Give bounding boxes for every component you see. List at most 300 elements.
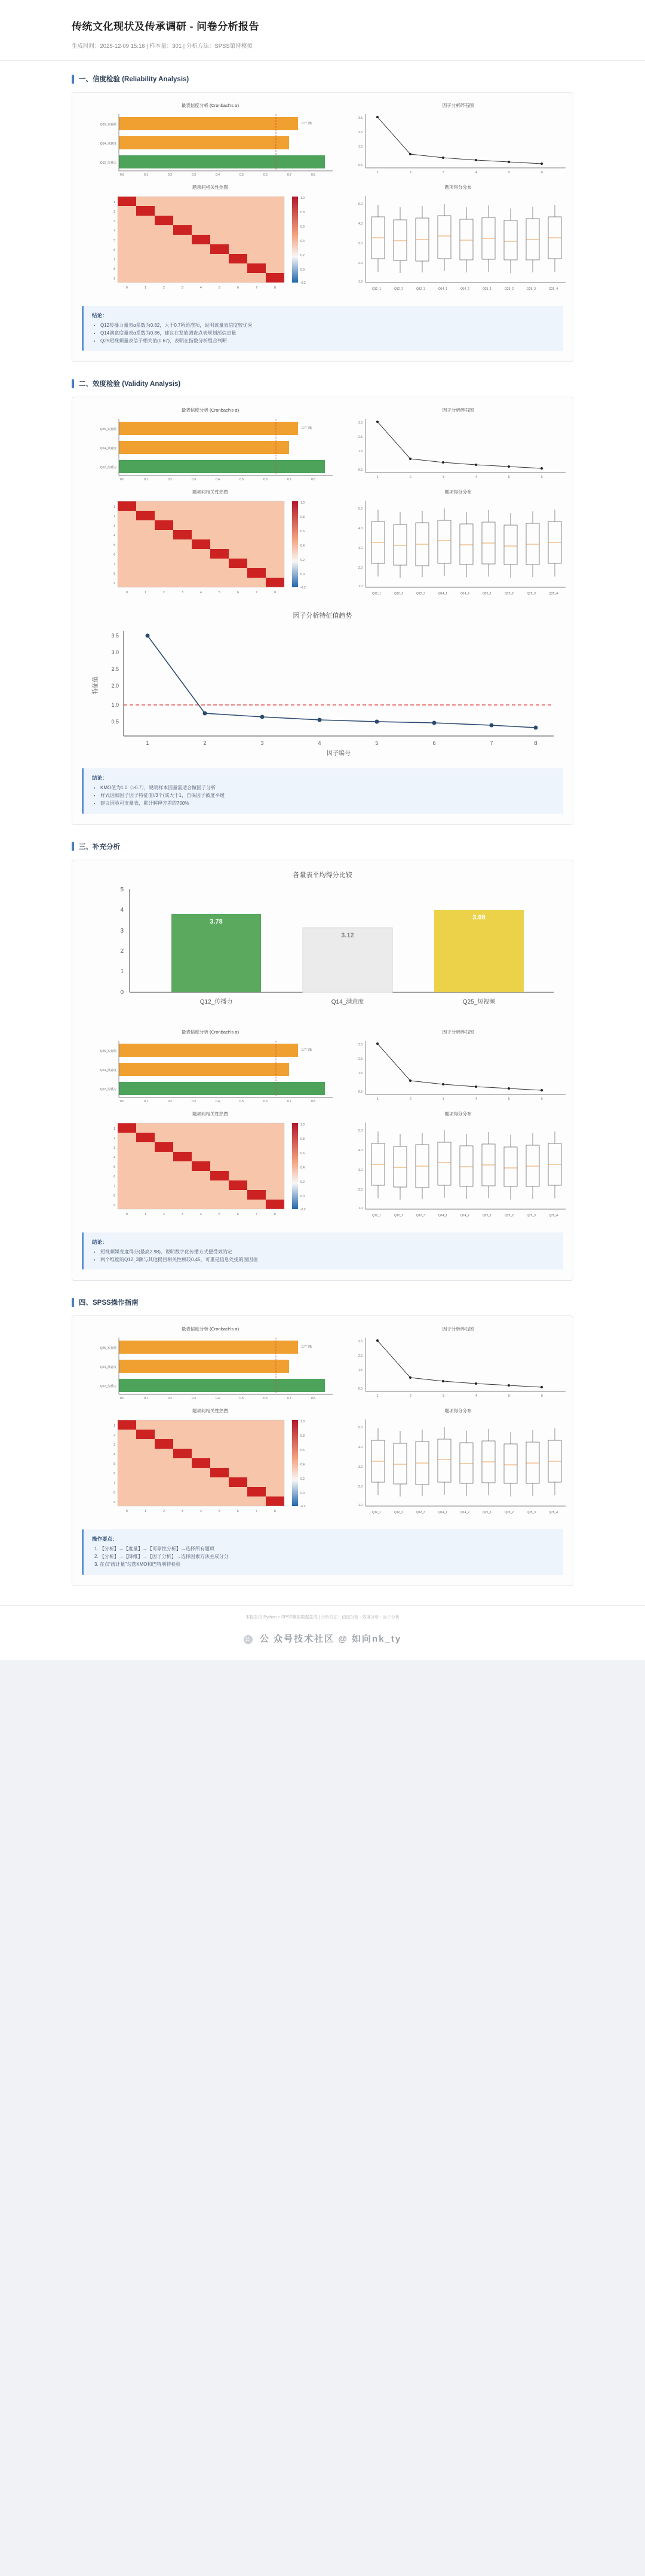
- eigenvalue-svg: [82, 622, 578, 760]
- svg-text:Q14_2: Q14_2: [460, 592, 470, 596]
- svg-text:3: 3: [260, 740, 264, 747]
- note-item: • 短视频媒变度得分(最高2.98)，说明数字化传播方式便受效的定: [100, 1249, 555, 1256]
- svg-text:2: 2: [120, 947, 124, 955]
- svg-text:Q14_1: Q14_1: [438, 1213, 448, 1218]
- svg-text:4: 4: [200, 1212, 202, 1216]
- svg-text:0.4: 0.4: [216, 478, 220, 482]
- svg-text:3.12: 3.12: [341, 931, 354, 939]
- heatmap-chart: [82, 1406, 339, 1521]
- svg-text:0.6: 0.6: [300, 1449, 305, 1453]
- section-title: 四、SPSS操作指南: [79, 1299, 139, 1307]
- watermark: [0, 1626, 645, 1660]
- svg-text:-0.2: -0.2: [300, 1207, 306, 1212]
- svg-text:3.0: 3.0: [111, 649, 119, 656]
- svg-text:1.5: 1.5: [358, 450, 363, 454]
- svg-text:6: 6: [113, 553, 115, 557]
- watermark-text: 公 众号技术社区 @ 如向nk_ty: [259, 1633, 402, 1644]
- boxplot-svg: [345, 193, 572, 298]
- svg-text:Q25_短视频: Q25_短视频: [100, 1049, 116, 1053]
- svg-text:3.5: 3.5: [358, 116, 363, 120]
- svg-text:1.0: 1.0: [300, 1420, 305, 1424]
- svg-text:0.5: 0.5: [239, 1099, 244, 1103]
- chart-title: 题项得分分布: [444, 185, 472, 190]
- heatmap-svg: [82, 1120, 339, 1224]
- svg-text:0.5: 0.5: [358, 164, 363, 167]
- scree-svg: [345, 1335, 572, 1400]
- svg-text:4: 4: [200, 286, 202, 290]
- svg-text:2: 2: [113, 515, 115, 519]
- svg-text:Q14_2: Q14_2: [460, 1213, 470, 1218]
- svg-text:5: 5: [219, 1212, 220, 1216]
- svg-text:Q12_传播力: Q12_传播力: [100, 1385, 116, 1389]
- bar-chart-svg: [82, 1335, 339, 1400]
- heatmap-svg: [82, 1416, 339, 1521]
- svg-text:6: 6: [432, 740, 436, 747]
- svg-text:0.7: 0.7: [287, 1099, 291, 1103]
- svg-text:3: 3: [120, 927, 124, 934]
- svg-text:4.0: 4.0: [358, 527, 363, 531]
- svg-text:0: 0: [126, 286, 128, 290]
- bar-chart-svg: [82, 1038, 339, 1103]
- svg-text:Q25_短视频: Q25_短视频: [100, 123, 116, 127]
- svg-text:0.7门槛: 0.7门槛: [302, 427, 312, 431]
- svg-text:0.4: 0.4: [216, 173, 220, 177]
- svg-text:3: 3: [182, 286, 183, 290]
- svg-text:Q25_4: Q25_4: [549, 592, 558, 596]
- svg-text:Q25_2: Q25_2: [505, 1511, 514, 1515]
- svg-text:1: 1: [145, 1212, 146, 1216]
- note-item: • 建议因验可支量表，累计解释方差的700%: [100, 800, 555, 808]
- svg-text:3.5: 3.5: [358, 1042, 363, 1047]
- svg-text:2: 2: [163, 591, 165, 595]
- section-accent-bar: [72, 379, 74, 388]
- svg-text:0.6: 0.6: [300, 225, 305, 229]
- validity-bar-chart: [82, 406, 339, 482]
- note-item: • Q14满意度量表α系数为0.86，建议在发放调查点表规划部信息量: [100, 330, 555, 338]
- svg-text:Q25_4: Q25_4: [549, 1213, 558, 1218]
- heatmap-svg: [82, 498, 339, 602]
- spss-card: [72, 1315, 573, 1586]
- svg-text:7: 7: [256, 286, 257, 290]
- reliability-card: [72, 92, 573, 362]
- svg-text:8: 8: [113, 1491, 115, 1495]
- svg-text:0.4: 0.4: [300, 1463, 305, 1467]
- document-footer: [0, 1605, 645, 1626]
- bar-chart-svg: [82, 416, 339, 482]
- svg-text:0.2: 0.2: [168, 478, 172, 482]
- svg-text:特征值: 特征值: [93, 676, 99, 695]
- svg-text:4.0: 4.0: [358, 1148, 363, 1152]
- heatmap-svg: [82, 193, 339, 298]
- svg-text:5: 5: [113, 544, 115, 548]
- svg-text:-0.2: -0.2: [300, 586, 306, 590]
- svg-text:Q25_2: Q25_2: [505, 287, 514, 291]
- svg-text:3: 3: [182, 1510, 183, 1514]
- svg-text:Q14_满意度: Q14_满意度: [100, 447, 116, 451]
- svg-text:Q14_满意度: Q14_满意度: [331, 998, 364, 1005]
- svg-text:3.0: 3.0: [358, 1465, 363, 1470]
- section-supplement: [0, 829, 645, 1285]
- section-header: [72, 1298, 573, 1307]
- supplement-bar-chart: [82, 1028, 339, 1103]
- svg-text:6: 6: [237, 286, 239, 290]
- svg-text:1.5: 1.5: [358, 1369, 363, 1373]
- svg-text:Q12_2: Q12_2: [394, 287, 404, 291]
- notes-title: 结论：: [92, 312, 108, 318]
- svg-text:3.0: 3.0: [358, 547, 363, 551]
- svg-text:因子编号: 因子编号: [327, 750, 351, 758]
- bar-chart-svg: [82, 111, 339, 177]
- svg-text:4: 4: [113, 534, 115, 538]
- section-accent-bar: [72, 842, 74, 851]
- svg-text:5: 5: [219, 591, 220, 595]
- svg-text:0.7: 0.7: [287, 478, 291, 482]
- svg-text:2.5: 2.5: [358, 436, 363, 440]
- svg-text:Q25_2: Q25_2: [505, 1213, 514, 1218]
- svg-text:4: 4: [113, 229, 115, 233]
- svg-text:0.5: 0.5: [358, 1090, 363, 1094]
- chart-title: 最表信度分析 (Cronbach's α): [181, 1029, 239, 1035]
- svg-text:4: 4: [120, 906, 124, 913]
- svg-text:8: 8: [274, 286, 276, 290]
- svg-text:2.5: 2.5: [358, 1057, 363, 1061]
- boxplot-svg: [345, 1120, 572, 1224]
- svg-text:5: 5: [113, 1165, 115, 1169]
- svg-text:6: 6: [237, 1212, 239, 1216]
- svg-text:7: 7: [113, 563, 115, 567]
- svg-text:3: 3: [182, 1212, 183, 1216]
- chart-title: 题项得分分布: [444, 1408, 472, 1414]
- svg-text:Q25_3: Q25_3: [527, 1213, 536, 1218]
- svg-text:0.0: 0.0: [300, 1194, 305, 1198]
- svg-text:Q12_1: Q12_1: [372, 592, 382, 596]
- svg-text:8: 8: [113, 572, 115, 576]
- svg-text:2: 2: [410, 1394, 411, 1399]
- chart-title: 题项间相关性热图: [192, 185, 228, 190]
- chart-title: 各量表平均得分比较: [293, 871, 352, 879]
- svg-text:2.0: 2.0: [358, 262, 363, 265]
- svg-text:4.0: 4.0: [358, 222, 363, 226]
- svg-text:3: 3: [113, 220, 115, 223]
- svg-text:3.5: 3.5: [358, 421, 363, 425]
- svg-text:1: 1: [145, 286, 146, 290]
- svg-text:0.0: 0.0: [120, 173, 124, 177]
- section-title: 一、信度检验 (Reliability Analysis): [79, 76, 189, 83]
- svg-text:0.0: 0.0: [300, 573, 305, 577]
- svg-text:6: 6: [541, 1097, 543, 1101]
- svg-text:1.0: 1.0: [300, 197, 305, 200]
- svg-text:9: 9: [113, 1203, 115, 1207]
- svg-text:0.4: 0.4: [300, 1166, 305, 1170]
- note-item: • 样式因加因子因子特征值//3个(成大于1，自保因子被度平缓: [100, 792, 555, 800]
- svg-text:5: 5: [120, 886, 124, 893]
- svg-text:3.0: 3.0: [358, 242, 363, 246]
- section-header: [72, 842, 573, 851]
- mean-bar-svg: [82, 882, 578, 1019]
- svg-text:Q12_1: Q12_1: [372, 1511, 382, 1515]
- svg-text:Q12_3: Q12_3: [416, 1213, 426, 1218]
- svg-text:6: 6: [541, 1394, 543, 1399]
- svg-text:0.2: 0.2: [168, 173, 172, 177]
- svg-text:Q25_短视频: Q25_短视频: [462, 998, 496, 1005]
- svg-text:6: 6: [541, 171, 543, 174]
- svg-text:Q25_4: Q25_4: [549, 1511, 558, 1515]
- svg-text:3: 3: [443, 1097, 444, 1101]
- svg-text:5.0: 5.0: [358, 203, 363, 206]
- svg-text:8: 8: [113, 268, 115, 271]
- svg-text:5: 5: [508, 1097, 510, 1101]
- svg-text:5: 5: [508, 171, 510, 174]
- svg-text:4: 4: [200, 1510, 202, 1514]
- svg-text:Q25_1: Q25_1: [483, 1213, 492, 1218]
- note-item: 1. 【分析】→【度量】→【可靠性分析】→选择所有题项: [94, 1546, 214, 1552]
- svg-text:7: 7: [113, 1482, 115, 1486]
- svg-text:4: 4: [475, 1097, 477, 1101]
- svg-text:1: 1: [146, 740, 149, 747]
- svg-text:1: 1: [145, 1510, 146, 1514]
- supplement-card: [72, 860, 573, 1281]
- supplement-notes: [82, 1232, 563, 1270]
- svg-text:0.8: 0.8: [300, 1434, 305, 1439]
- svg-text:3: 3: [113, 525, 115, 529]
- svg-text:0.2: 0.2: [300, 559, 305, 563]
- svg-text:-0.2: -0.2: [300, 281, 306, 285]
- svg-text:4: 4: [113, 1453, 115, 1457]
- svg-text:1.5: 1.5: [358, 1071, 363, 1075]
- svg-text:5: 5: [219, 286, 220, 290]
- section-validity: [0, 366, 645, 828]
- chart-title: 题项得分分布: [444, 1111, 472, 1117]
- svg-text:Q12_传播力: Q12_传播力: [100, 466, 116, 470]
- svg-text:0.2: 0.2: [300, 254, 305, 257]
- svg-text:5: 5: [508, 1394, 510, 1399]
- spss-notes: [82, 1529, 563, 1574]
- chart-title: 因子分析碎石图: [442, 1326, 474, 1332]
- svg-text:6: 6: [237, 591, 239, 595]
- svg-text:0.3: 0.3: [192, 173, 196, 177]
- svg-text:0.2: 0.2: [168, 1099, 172, 1103]
- svg-text:0.0: 0.0: [120, 478, 124, 482]
- svg-text:6: 6: [113, 249, 115, 252]
- scree-chart: [345, 1324, 572, 1400]
- svg-text:4: 4: [200, 591, 202, 595]
- note-item: • Q12传播力量表α系数为0.82，大于0.7所给准项，说明该量表信度较优秀: [100, 322, 555, 330]
- svg-text:0.7: 0.7: [287, 173, 291, 177]
- chart-title: 最表信度分析 (Cronbach's α): [181, 1326, 239, 1332]
- svg-text:1: 1: [145, 591, 146, 595]
- heatmap-chart: [82, 183, 339, 298]
- section-header: [72, 379, 573, 388]
- svg-text:Q14_2: Q14_2: [460, 1511, 470, 1515]
- svg-text:2.0: 2.0: [358, 1485, 363, 1489]
- svg-text:7: 7: [256, 1212, 257, 1216]
- svg-text:Q12_1: Q12_1: [372, 1213, 382, 1218]
- svg-text:5: 5: [113, 239, 115, 243]
- svg-text:2: 2: [163, 1212, 165, 1216]
- svg-text:Q14_2: Q14_2: [460, 287, 470, 291]
- svg-text:Q25_3: Q25_3: [527, 592, 536, 596]
- svg-text:1: 1: [377, 1394, 379, 1399]
- svg-text:Q12_2: Q12_2: [394, 592, 404, 596]
- chart-title: 题项得分分布: [444, 489, 472, 495]
- footer-text: 本报告由 Python + SPSS模拟数据生成 | 分析方法：信度分析 · 效度分析 · 因子分析: [245, 1615, 400, 1620]
- svg-text:0.3: 0.3: [192, 1397, 196, 1401]
- svg-text:Q12_1: Q12_1: [372, 287, 382, 291]
- svg-text:Q14_满意度: Q14_满意度: [100, 1068, 116, 1072]
- svg-text:0: 0: [126, 591, 128, 595]
- svg-text:1: 1: [377, 1097, 379, 1101]
- svg-text:3.98: 3.98: [472, 913, 486, 921]
- svg-text:2.0: 2.0: [358, 566, 363, 571]
- svg-text:7: 7: [256, 1510, 257, 1514]
- svg-text:1: 1: [113, 505, 115, 510]
- svg-text:0.4: 0.4: [216, 1099, 220, 1103]
- section-accent-bar: [72, 1298, 74, 1307]
- svg-text:Q14_满意度: Q14_满意度: [100, 142, 116, 146]
- scree-chart: [345, 101, 572, 177]
- scree-svg: [345, 1038, 572, 1103]
- svg-text:0.5: 0.5: [358, 1387, 363, 1391]
- chart-title: 题项间相关性热图: [192, 1408, 228, 1414]
- svg-text:0.5: 0.5: [239, 478, 244, 482]
- svg-text:Q25_1: Q25_1: [483, 287, 492, 291]
- heatmap-chart: [82, 487, 339, 602]
- svg-text:1.0: 1.0: [300, 501, 305, 505]
- eigenvalue-trend-chart: [82, 611, 563, 760]
- heatmap-chart: [82, 1109, 339, 1224]
- svg-text:0.1: 0.1: [144, 1397, 148, 1401]
- boxplot-chart: [345, 487, 572, 602]
- svg-text:5.0: 5.0: [358, 507, 363, 511]
- svg-text:2.5: 2.5: [358, 1354, 363, 1358]
- svg-text:8: 8: [113, 1194, 115, 1198]
- chart-title: 题项间相关性热图: [192, 489, 228, 495]
- note-item: • 两个维度的Q12_3额与其他提目相关性相较0.45，可重是信息处提的原因值: [100, 1256, 555, 1264]
- svg-text:4: 4: [113, 1155, 115, 1160]
- svg-text:1: 1: [377, 476, 379, 480]
- spss-bar-chart: [82, 1324, 339, 1400]
- svg-text:9: 9: [113, 277, 115, 281]
- boxplot-svg: [345, 1416, 572, 1521]
- svg-text:9: 9: [113, 1501, 115, 1505]
- svg-text:1.0: 1.0: [300, 1123, 305, 1127]
- svg-text:4: 4: [475, 1394, 477, 1399]
- svg-text:0.5: 0.5: [239, 1397, 244, 1401]
- svg-text:0: 0: [120, 989, 124, 996]
- svg-text:3: 3: [443, 171, 444, 174]
- svg-text:3: 3: [443, 1394, 444, 1399]
- notes-title: 操作要点：: [92, 1536, 118, 1542]
- svg-text:0.0: 0.0: [300, 1492, 305, 1496]
- validity-card: [72, 397, 573, 824]
- note-item: 2. 【分析】→【降维】→【因子分析】→选择因素方法主成分分: [94, 1554, 229, 1560]
- section-title: 三、补充分析: [79, 843, 120, 851]
- svg-text:8: 8: [274, 1510, 276, 1514]
- svg-text:0.0: 0.0: [120, 1099, 124, 1103]
- chart-title: 因子分析碎石图: [442, 103, 474, 108]
- svg-text:0.4: 0.4: [300, 240, 305, 243]
- svg-text:1.0: 1.0: [358, 585, 363, 589]
- reliability-bar-chart: [82, 101, 339, 177]
- svg-text:Q25_4: Q25_4: [549, 287, 558, 291]
- svg-text:0.8: 0.8: [300, 211, 305, 214]
- svg-text:0.8: 0.8: [311, 1099, 315, 1103]
- svg-text:3.5: 3.5: [358, 1340, 363, 1344]
- svg-text:2: 2: [163, 286, 165, 290]
- svg-text:3: 3: [113, 1146, 115, 1150]
- svg-text:Q12_传播力: Q12_传播力: [100, 161, 116, 165]
- svg-text:Q25_1: Q25_1: [483, 1511, 492, 1515]
- svg-text:1.0: 1.0: [358, 1206, 363, 1210]
- chart-title: 因子分析碎石图: [442, 1029, 474, 1035]
- svg-text:0.8: 0.8: [311, 1397, 315, 1401]
- svg-text:0.1: 0.1: [144, 1099, 148, 1103]
- svg-text:0.4: 0.4: [216, 1397, 220, 1401]
- svg-text:2: 2: [113, 210, 115, 214]
- svg-text:1.0: 1.0: [358, 1504, 363, 1508]
- svg-text:4: 4: [318, 740, 321, 747]
- mean-score-chart: [82, 870, 563, 1019]
- note-item: • Q25短视频量表信子相关值(0.67)，表明在指数分析组合判断: [100, 338, 555, 345]
- boxplot-chart: [345, 1406, 572, 1521]
- svg-text:2: 2: [113, 1136, 115, 1140]
- svg-text:0: 0: [126, 1510, 128, 1514]
- svg-text:8: 8: [274, 591, 276, 595]
- svg-text:-0.2: -0.2: [300, 1505, 306, 1509]
- chart-title: 最表信度分析 (Cronbach's α): [181, 407, 239, 413]
- svg-text:0.5: 0.5: [111, 719, 119, 725]
- svg-text:2: 2: [163, 1510, 165, 1514]
- svg-text:Q12_2: Q12_2: [394, 1511, 404, 1515]
- chart-title: 题项间相关性热图: [192, 1111, 228, 1117]
- svg-text:1.5: 1.5: [358, 145, 363, 149]
- svg-text:4: 4: [475, 476, 477, 480]
- svg-text:6: 6: [113, 1174, 115, 1179]
- svg-text:0.6: 0.6: [263, 1397, 268, 1401]
- svg-text:0: 0: [126, 1212, 128, 1216]
- section-header: [72, 74, 573, 84]
- page-title: 传统文化现状及传承调研 - 问卷分析报告: [72, 21, 260, 32]
- svg-text:7: 7: [490, 740, 493, 747]
- svg-text:0.0: 0.0: [120, 1397, 124, 1401]
- svg-text:0.1: 0.1: [144, 478, 148, 482]
- svg-text:6: 6: [237, 1510, 239, 1514]
- svg-text:2: 2: [410, 1097, 411, 1101]
- svg-text:3: 3: [182, 591, 183, 595]
- svg-text:0.4: 0.4: [300, 544, 305, 548]
- svg-text:0.2: 0.2: [168, 1397, 172, 1401]
- svg-text:2.0: 2.0: [111, 683, 119, 689]
- notes-title: 结论：: [92, 775, 108, 781]
- svg-text:0.6: 0.6: [300, 1151, 305, 1155]
- svg-text:1: 1: [120, 968, 124, 975]
- svg-text:2: 2: [113, 1434, 115, 1438]
- svg-text:5: 5: [219, 1510, 220, 1514]
- svg-text:0.2: 0.2: [300, 1180, 305, 1184]
- svg-text:8: 8: [274, 1212, 276, 1216]
- svg-text:8: 8: [534, 740, 538, 747]
- scree-chart: [345, 406, 572, 482]
- section-title: 二、效度检验 (Validity Analysis): [79, 381, 181, 388]
- svg-text:1.0: 1.0: [111, 702, 119, 709]
- svg-text:2: 2: [410, 476, 411, 480]
- svg-text:6: 6: [113, 1472, 115, 1476]
- svg-text:7: 7: [256, 591, 257, 595]
- notes-title: 结论：: [92, 1238, 108, 1245]
- svg-text:0.7门槛: 0.7门槛: [302, 1345, 312, 1350]
- svg-text:5: 5: [113, 1462, 115, 1467]
- svg-text:0.2: 0.2: [300, 1477, 305, 1482]
